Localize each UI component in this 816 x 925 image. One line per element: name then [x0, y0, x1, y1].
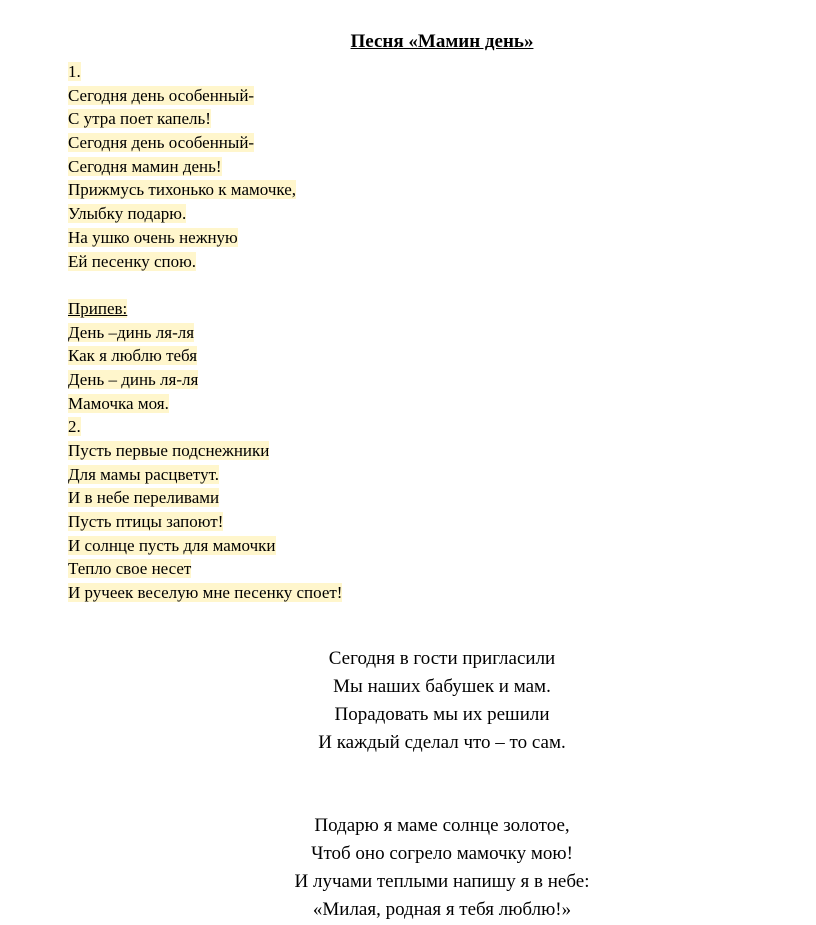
verse-2-line: Для мамы расцветут. [68, 464, 220, 484]
verse-2-line: И в небе переливами [68, 488, 220, 508]
chorus-line: Мамочка моя. [68, 393, 169, 413]
song-block [68, 60, 342, 605]
verse-2-line: И солнце пусть для мамочки [68, 535, 276, 555]
blank-line [68, 273, 342, 297]
poem-line: Мы наших бабушек и мам. [333, 676, 551, 697]
verse-1-line: Сегодня день особенный- [68, 133, 255, 153]
poem-line: Чтоб оно согрело мамочку мою! [311, 843, 573, 864]
poem-stanza-2 [0, 812, 816, 924]
document-title: Песня «Мамин день» [350, 31, 534, 52]
verse-2-line: Пусть первые подснежники [68, 441, 270, 460]
verse-1-number: 1. [68, 62, 81, 81]
chorus-line: День – динь ля-ля [68, 369, 199, 389]
poem-line: «Милая, родная я тебя люблю!» [312, 899, 572, 920]
verse-1-line: С утра поет капель! [68, 109, 211, 129]
chorus-line: Как я люблю тебя [68, 346, 198, 366]
poem-line: И лучами теплыми напишу я в небе: [294, 871, 590, 892]
verse-1-line: Улыбку подарю. [68, 204, 187, 224]
verse-2-line: И ручеек веселую мне песенку споет! [68, 583, 343, 603]
poem-line: Порадовать мы их решили [334, 704, 550, 725]
verse-2-number: 2. [68, 417, 81, 437]
poem-line: Подарю я маме солнце золотое, [314, 815, 570, 836]
verse-2-line: Пусть птицы запоют! [68, 512, 224, 532]
poem-stanza-1 [0, 645, 816, 757]
verse-1-line: Ей песенку спою. [68, 251, 197, 271]
chorus-label: Припев: [68, 298, 128, 318]
verse-2-line: Тепло свое несет [68, 559, 192, 579]
chorus-line: День –динь ля-ля [68, 322, 195, 342]
poem-line: И каждый сделал что – то сам. [318, 732, 566, 753]
verse-1-line: Сегодня мамин день! [68, 156, 222, 176]
poem-line: Сегодня в гости пригласили [328, 648, 556, 669]
verse-1-line: На ушко очень нежную [68, 227, 238, 247]
verse-1-line: Прижмусь тихонько к мамочке, [68, 180, 296, 200]
verse-1-line: Сегодня день особенный- [68, 85, 255, 105]
